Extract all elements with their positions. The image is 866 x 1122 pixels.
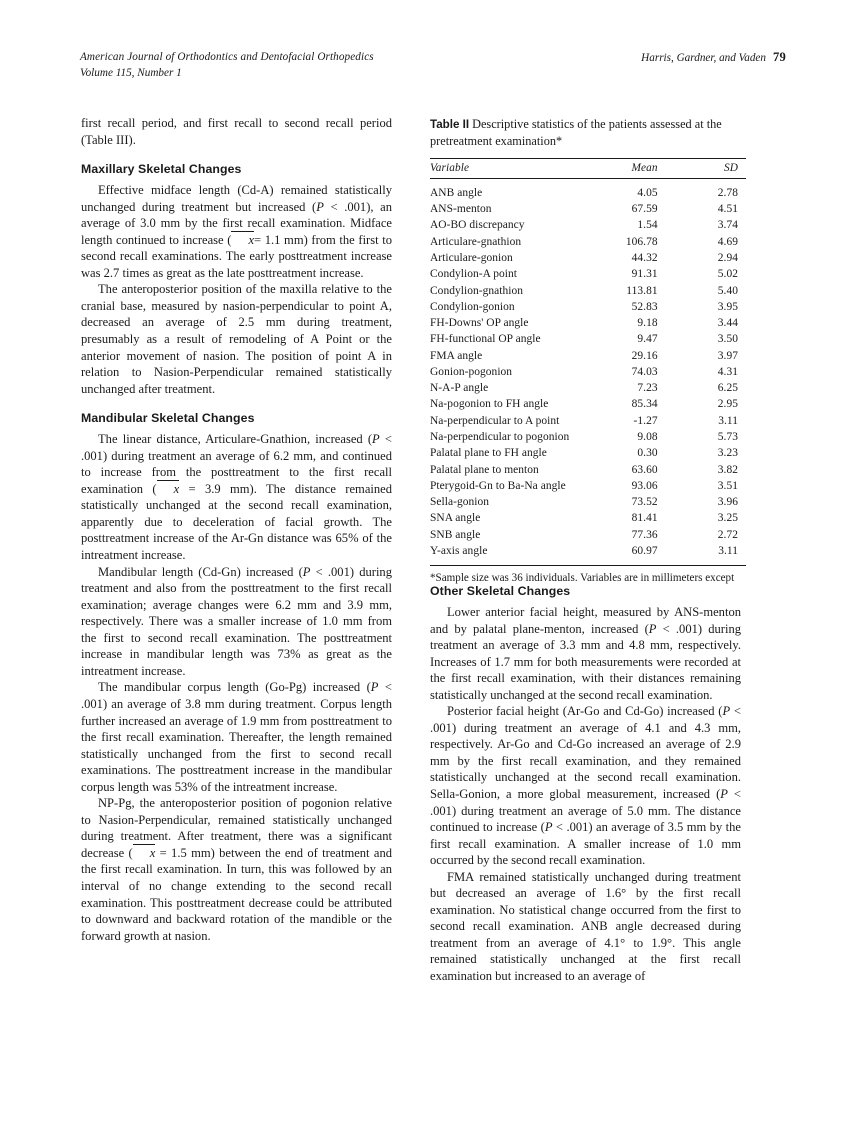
table-row (430, 178, 746, 201)
cell-variable: FH-Downs' OP angle (430, 317, 529, 330)
column-header-variable: Variable (430, 158, 601, 178)
table-row (430, 413, 746, 429)
cell-sd: 4.31 (717, 365, 738, 378)
cell-mean: 9.08 (637, 431, 658, 444)
table-body (430, 178, 746, 565)
cell-variable: Y-axis angle (430, 545, 488, 557)
cell-mean: 29.16 (631, 349, 658, 362)
cell-sd: 4.51 (717, 203, 738, 216)
table-row (430, 462, 746, 478)
cell-variable: Na-perpendicular to A point (430, 414, 560, 427)
cell-variable: Pterygoid-Gn to Ba-Na angle (430, 479, 566, 492)
page-number: 79 (773, 50, 786, 64)
cell-mean: 0.30 (637, 447, 658, 460)
table-row (430, 495, 746, 511)
cell-mean: 85.34 (631, 398, 658, 411)
table-row (430, 315, 746, 331)
cell-sd: 3.51 (717, 479, 738, 492)
table-row (430, 511, 746, 527)
table-row (430, 478, 746, 494)
paragraph-midface-length: Effective midface length (Cd-A) remained statistically unchanged during treatment but increased (P < .001), an average of 3.0 mm by the first recall examination. Midface length continued to increase ( x= 1.1 mm) from the first to second recall examinations. The early posttreatment increase was 2.7 times as great as the late posttreatment increase. (81, 183, 392, 280)
cell-mean: 106.78 (625, 235, 658, 248)
cell-variable: Condylion-A point (430, 268, 517, 281)
cell-sd: 4.69 (717, 235, 738, 248)
cell-variable: SNB angle (430, 528, 481, 541)
paragraph-continued: first recall period, and first recall to second recall period (Table III). (81, 116, 392, 147)
cell-variable: Sella-gonion (430, 496, 490, 509)
cell-sd: 5.02 (717, 268, 738, 281)
cell-sd: 3.11 (718, 545, 738, 557)
table-row (430, 446, 746, 462)
cell-variable: AO-BO discrepancy (430, 219, 525, 232)
cell-mean: 60.97 (631, 545, 658, 557)
cell-variable: Gonion-pogonion (430, 365, 513, 378)
heading-mandibular-skeletal-changes: Mandibular Skeletal Changes (81, 411, 255, 426)
table-row (430, 397, 746, 413)
cell-variable: Na-perpendicular to pogonion (430, 431, 570, 444)
cell-sd: 3.96 (717, 496, 738, 509)
cell-variable: Palatal plane to menton (430, 463, 539, 476)
cell-mean: 77.36 (631, 528, 658, 541)
cell-variable: Articulare-gonion (430, 251, 513, 264)
cell-variable: FMA angle (430, 349, 483, 362)
table-row (430, 267, 746, 283)
table-footnote: *Sample size was 36 individuals. Variables are in millimeters except (430, 572, 735, 585)
table-row (430, 299, 746, 315)
cell-mean: 93.06 (631, 479, 658, 492)
cell-mean: 4.05 (637, 186, 658, 199)
heading-other-skeletal-changes: Other Skeletal Changes (430, 584, 571, 598)
cell-variable: ANS-menton (430, 203, 492, 216)
table-row (430, 283, 746, 299)
cell-sd: 3.97 (717, 349, 738, 362)
cell-sd: 3.11 (718, 414, 738, 427)
cell-mean: 7.23 (637, 382, 658, 395)
table-row (430, 250, 746, 266)
descriptive-statistics-table (430, 158, 746, 565)
cell-sd: 5.73 (717, 431, 738, 444)
column-header-mean: Mean (601, 158, 680, 178)
cell-variable: FH-functional OP angle (430, 333, 541, 346)
table-row (430, 202, 746, 218)
paragraph-lower-anterior-facial-height: Lower anterior facial height, measured by ANS-menton and by palatal plane-menton, increased (P < .001) during treatment an average of 3.3 mm and 4.8 mm, respectively. Increases of 1.7 mm for both measurements were recorded at the first recall examination, with their distances remaining statistically unchanged at the second recall examination. (430, 605, 741, 702)
cell-sd: 3.25 (717, 512, 738, 525)
cell-sd: 2.72 (717, 528, 738, 541)
cell-sd: 5.40 (717, 284, 738, 297)
paragraph-articulare-gnathion: The linear distance, Articulare-Gnathion, increased (P < .001) during treatment an average of 6.2 mm, and continued to increase from the posttreatment to the first recall examination ( x = 3.9 mm). The distance remained statistically unchanged at the second recall examination, apparently due to deceleration of facial growth. The posttreatment increase of the Ar-Gn distance was 65% of the intreatment increase. (81, 432, 392, 563)
cell-mean: 44.32 (631, 251, 658, 264)
table-header (430, 158, 746, 178)
table-row (430, 218, 746, 234)
cell-sd: 3.50 (717, 333, 738, 346)
author-names: Harris, Gardner, and Vaden (641, 52, 766, 64)
paragraph-mandibular-corpus: The mandibular corpus length (Go-Pg) increased (P < .001) an average of 3.8 mm during treatment. Corpus length further increased an average of 1.9 mm from posttreatment to the first recall examination. Thereafter, the length remained statistically unchanged from the first to second recall examinations. The posttreatment increase in the mandibular corpus length was 53% of the intreatment increase. (81, 680, 392, 794)
paragraph-np-pg: NP-Pg, the anteroposterior position of pogonion relative to Nasion-Perpendicular, remained statistically unchanged during treatment. After treatment, there was a significant decrease ( x = 1.5 mm) between the end of treatment and the first recall examination. In turn, this was followed by an interval of no change extending to the second recall examination. This posttreatment decrease could be attributed to downward and backward rotation of the mandible or the forward growth at nasion. (81, 796, 392, 943)
cell-mean: 52.83 (631, 300, 658, 313)
table-row (430, 332, 746, 348)
table-row (430, 381, 746, 397)
author-running-head (641, 50, 786, 67)
cell-sd: 2.94 (717, 251, 738, 264)
table-row (430, 234, 746, 250)
table-label: Table II (430, 118, 470, 131)
left-column (81, 115, 392, 944)
table-row (430, 348, 746, 364)
table-ii (430, 116, 746, 586)
cell-mean: 81.41 (631, 512, 658, 525)
cell-variable: Articulare-gnathion (430, 235, 522, 248)
table-header-row (430, 158, 746, 178)
cell-mean: 74.03 (631, 365, 658, 378)
table-caption-text: Descriptive statistics of the patients assessed at the pretreatment examination* (430, 117, 722, 149)
table-row (430, 527, 746, 543)
cell-mean: 63.60 (631, 463, 658, 476)
table-row (430, 429, 746, 445)
paragraph-posterior-facial-height: Posterior facial height (Ar-Go and Cd-Go) increased (P < .001) during treatment an average of 4.1 and 4.3 mm, respectively. Ar-Go and Cd-Go increased an average of 2.9 mm by the first recall examination, and they remained statistically unchanged at the second recall examination. Sella-Gonion, a more global measurement, increased (P < .001) during treatment an average of 5.0 mm. The distance continued to increase (P < .001) an average of 3.5 mm by the first recall examination. A smaller increase of 1.0 mm occurred by the second recall examination. (430, 704, 742, 868)
cell-sd: 2.78 (717, 186, 738, 199)
cell-sd: 2.95 (717, 398, 738, 411)
paragraph-mandibular-length: Mandibular length (Cd-Gn) increased (P < .001) during treatment and also from the posttreatment to the first recall examination; average changes were 6.2 mm and 3.9 mm, respectively. There was a smaller increase of 1.0 mm from the first to second recall examination. The posttreatment increase in mandibular length was 73% as great as the intreatment increase. (81, 564, 392, 678)
cell-sd: 3.44 (717, 317, 738, 330)
cell-mean: 9.18 (637, 317, 658, 330)
cell-mean: 91.31 (631, 268, 658, 281)
column-header-sd: SD (680, 158, 746, 178)
cell-variable: Condylion-gnathion (430, 284, 524, 297)
cell-variable: SNA angle (430, 512, 481, 525)
cell-sd: 3.95 (717, 300, 738, 313)
cell-variable: Palatal plane to FH angle (430, 447, 547, 460)
heading-maxillary-skeletal-changes: Maxillary Skeletal Changes (81, 162, 242, 177)
cell-variable: Condylion-gonion (430, 300, 515, 313)
cell-variable: Na-pogonion to FH angle (430, 398, 549, 411)
table-row (430, 364, 746, 380)
volume-issue: Volume 115, Number 1 (80, 66, 182, 79)
cell-mean: 73.52 (631, 496, 658, 509)
right-column (430, 570, 741, 985)
paragraph-fma: FMA remained statistically unchanged during treatment but decreased an average of 1.6° by the first recall examination. No statistical change occurred from the first to second recall examination. ANB angle decreased during treatment from an average of 4.1° to 1.9°. This angle remained statistically unchanged at the first recall examination but increased to an average of (430, 869, 741, 984)
journal-title: American Journal of Orthodontics and Dentofacial Orthopedics (80, 51, 374, 63)
running-head (80, 50, 786, 84)
cell-sd: 6.25 (717, 382, 738, 395)
cell-sd: 3.23 (717, 447, 738, 460)
table-row (430, 543, 746, 565)
cell-sd: 3.82 (717, 463, 738, 476)
cell-mean: -1.27 (633, 414, 658, 427)
cell-mean: 67.59 (631, 203, 658, 216)
cell-mean: 9.47 (637, 333, 658, 346)
table-caption (430, 116, 746, 150)
cell-variable: N-A-P angle (430, 382, 489, 395)
cell-variable: ANB angle (430, 186, 483, 199)
cell-mean: 1.54 (637, 219, 658, 232)
cell-sd: 3.74 (717, 219, 738, 232)
paragraph-maxilla-position: The anteroposterior position of the maxilla relative to the cranial base, measured by nasion-perpendicular to point A, decreased an average of 2.5 mm during treatment, presumably as a result of remodeling of A Point or the anterior movement of nasion. The position of point A in relation to Nasion-Perpendicular remained statistically unchanged after treatment. (81, 282, 392, 396)
cell-mean: 113.81 (626, 284, 658, 297)
